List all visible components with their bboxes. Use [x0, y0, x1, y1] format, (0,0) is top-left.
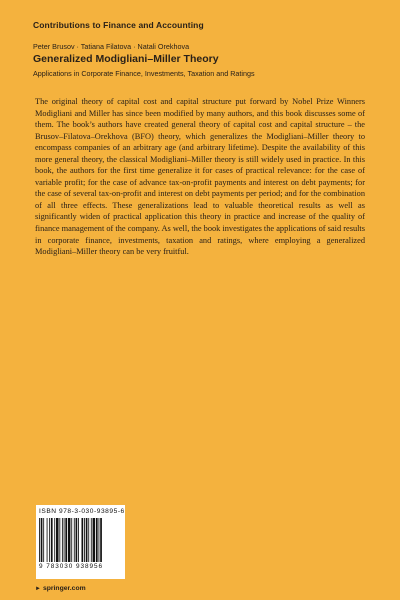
isbn-label: ISBN 978-3-030-93895-6 — [39, 508, 125, 515]
arrow-right-icon: ► — [35, 585, 41, 592]
author-list: Peter Brusov · Tatiana Filatova · Natali Orekhova — [33, 42, 190, 51]
book-subtitle: Applications in Corporate Finance, Investments, Taxation and Ratings — [33, 69, 255, 78]
barcode-graphic — [39, 518, 122, 562]
publisher-link[interactable] — [35, 585, 86, 592]
series-name: Contributions to Finance and Accounting — [33, 20, 204, 30]
book-description: The original theory of capital cost and capital structure put forward by Nobel Prize Winners Modigliani and Miller has since been modified by many authors, and this book discusses some of them. The book’s authors have created general theory of capital cost and capital structure – the Brusov–Filatova–Orekhova (BFO) theory, which generalizes the Modigliani–Miller theory to encompass companies of an arbitrary age (and arbitrary lifetime). Despite the availability of this more general theory, the classical Modigliani–Miller theory is still widely used in practice. In this book, the authors for the first time generalize it for cases of practical relevance: for the case of variable profit; for the case of advance tax-on-profit payments and interest on debt payments; for the case of several tax-on-profit and interest on debt payments per period; and for the combination of all three effects. These generalizations lead to valuable theoretical results as well as significantly widen of practical application this theory in practice and increase of the quality of finance management of the company. As well, the book investigates the applications of said results in corporate finance, investments, taxation and ratings, where employing a generalized Modigliani–Miller theory can be very fruitful. — [35, 97, 365, 257]
barcode-digits: 9 783030 938956 — [39, 563, 104, 570]
publisher-url: springer.com — [42, 585, 86, 592]
isbn-barcode-box — [36, 505, 125, 579]
book-title: Generalized Modigliani–Miller Theory — [33, 53, 219, 65]
